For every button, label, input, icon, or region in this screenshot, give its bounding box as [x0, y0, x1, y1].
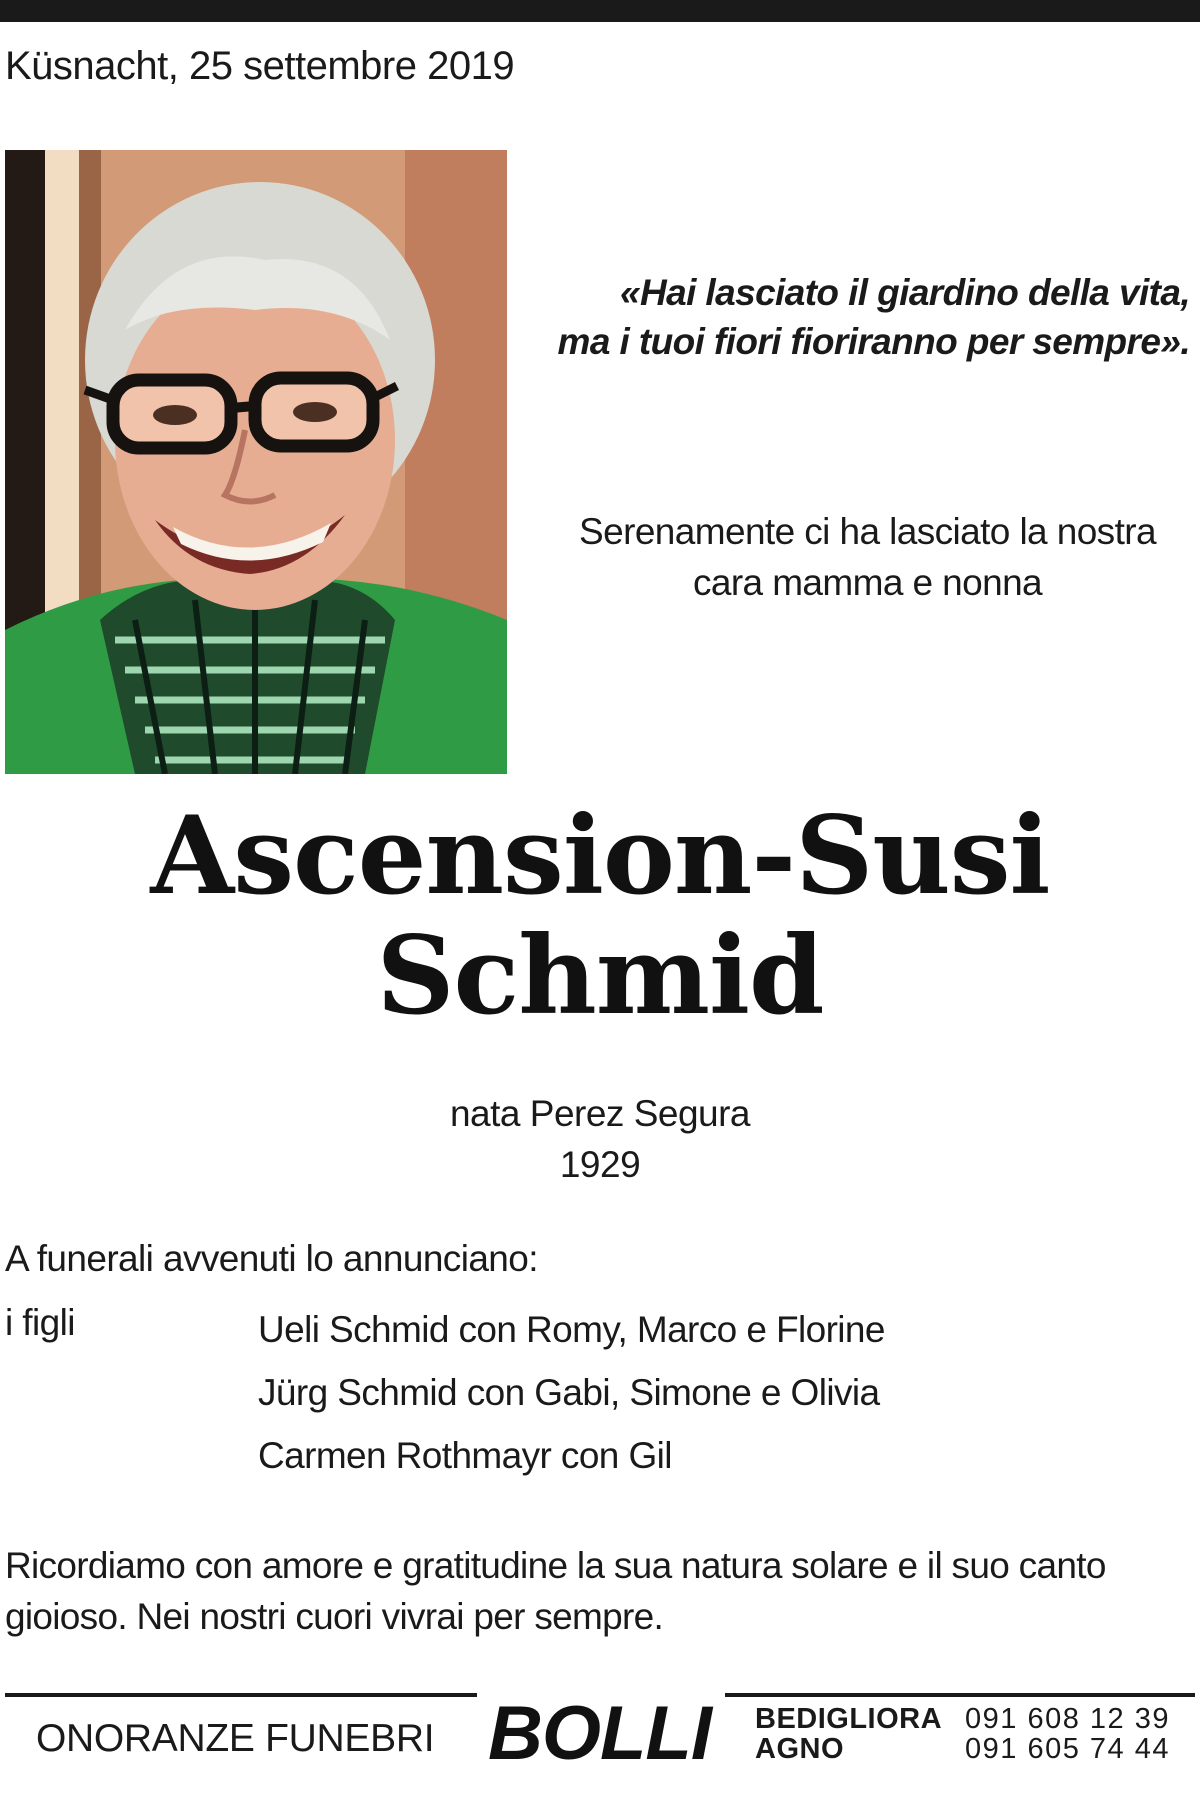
footer-divider [5, 1693, 477, 1697]
birth-year: 1929 [559, 1144, 641, 1185]
quote-line: «Hai lasciato il giardino della vita, [620, 272, 1190, 313]
family-member: Carmen Rothmayr con Gil [258, 1435, 672, 1476]
intro-text [540, 506, 1195, 608]
family-list [258, 1298, 885, 1487]
portrait-illustration [5, 150, 507, 774]
funeral-home-location: AGNO [755, 1733, 844, 1765]
funeral-home-location: BEDIGLIORA [755, 1703, 943, 1735]
place-date: Küsnacht, 25 settembre 2019 [5, 44, 515, 88]
closing-message: Ricordiamo con amore e gratitudine la sua natura solare e il suo canto gioioso. Nei nostri cuori vivrai per sempre. [5, 1545, 1106, 1637]
portrait-photo [5, 150, 507, 774]
birth-info [300, 1088, 900, 1190]
intro-line: Serenamente ci ha lasciato la nostra [579, 511, 1156, 552]
intro-line: cara mamma e nonna [692, 562, 1043, 603]
relation-label: i figli [5, 1302, 75, 1343]
deceased-surname: Schmid [376, 913, 824, 1039]
family-member: Jürg Schmid con Gabi, Simone e Olivia [258, 1372, 880, 1413]
funeral-home-phone: 091 608 12 39 [965, 1703, 1170, 1735]
funeral-home-phone: 091 605 74 44 [965, 1733, 1170, 1765]
family-member: Ueli Schmid con Romy, Marco e Florine [258, 1309, 885, 1350]
footer-divider [725, 1693, 1195, 1697]
maiden-name: nata Perez Segura [449, 1093, 751, 1134]
memorial-quote [520, 268, 1190, 366]
funeral-home-label: ONORANZE FUNEBRI [36, 1717, 435, 1760]
quote-line: ma i tuoi fiori fioriranno per sempre». [557, 321, 1190, 362]
funeral-home-name: BOLLI [488, 1691, 711, 1776]
top-border [0, 0, 1200, 22]
deceased-first-names: Ascension-Susi [150, 793, 1050, 919]
deceased-name [100, 793, 1100, 1039]
announcement: A funerali avvenuti lo annunciano: [5, 1238, 538, 1279]
